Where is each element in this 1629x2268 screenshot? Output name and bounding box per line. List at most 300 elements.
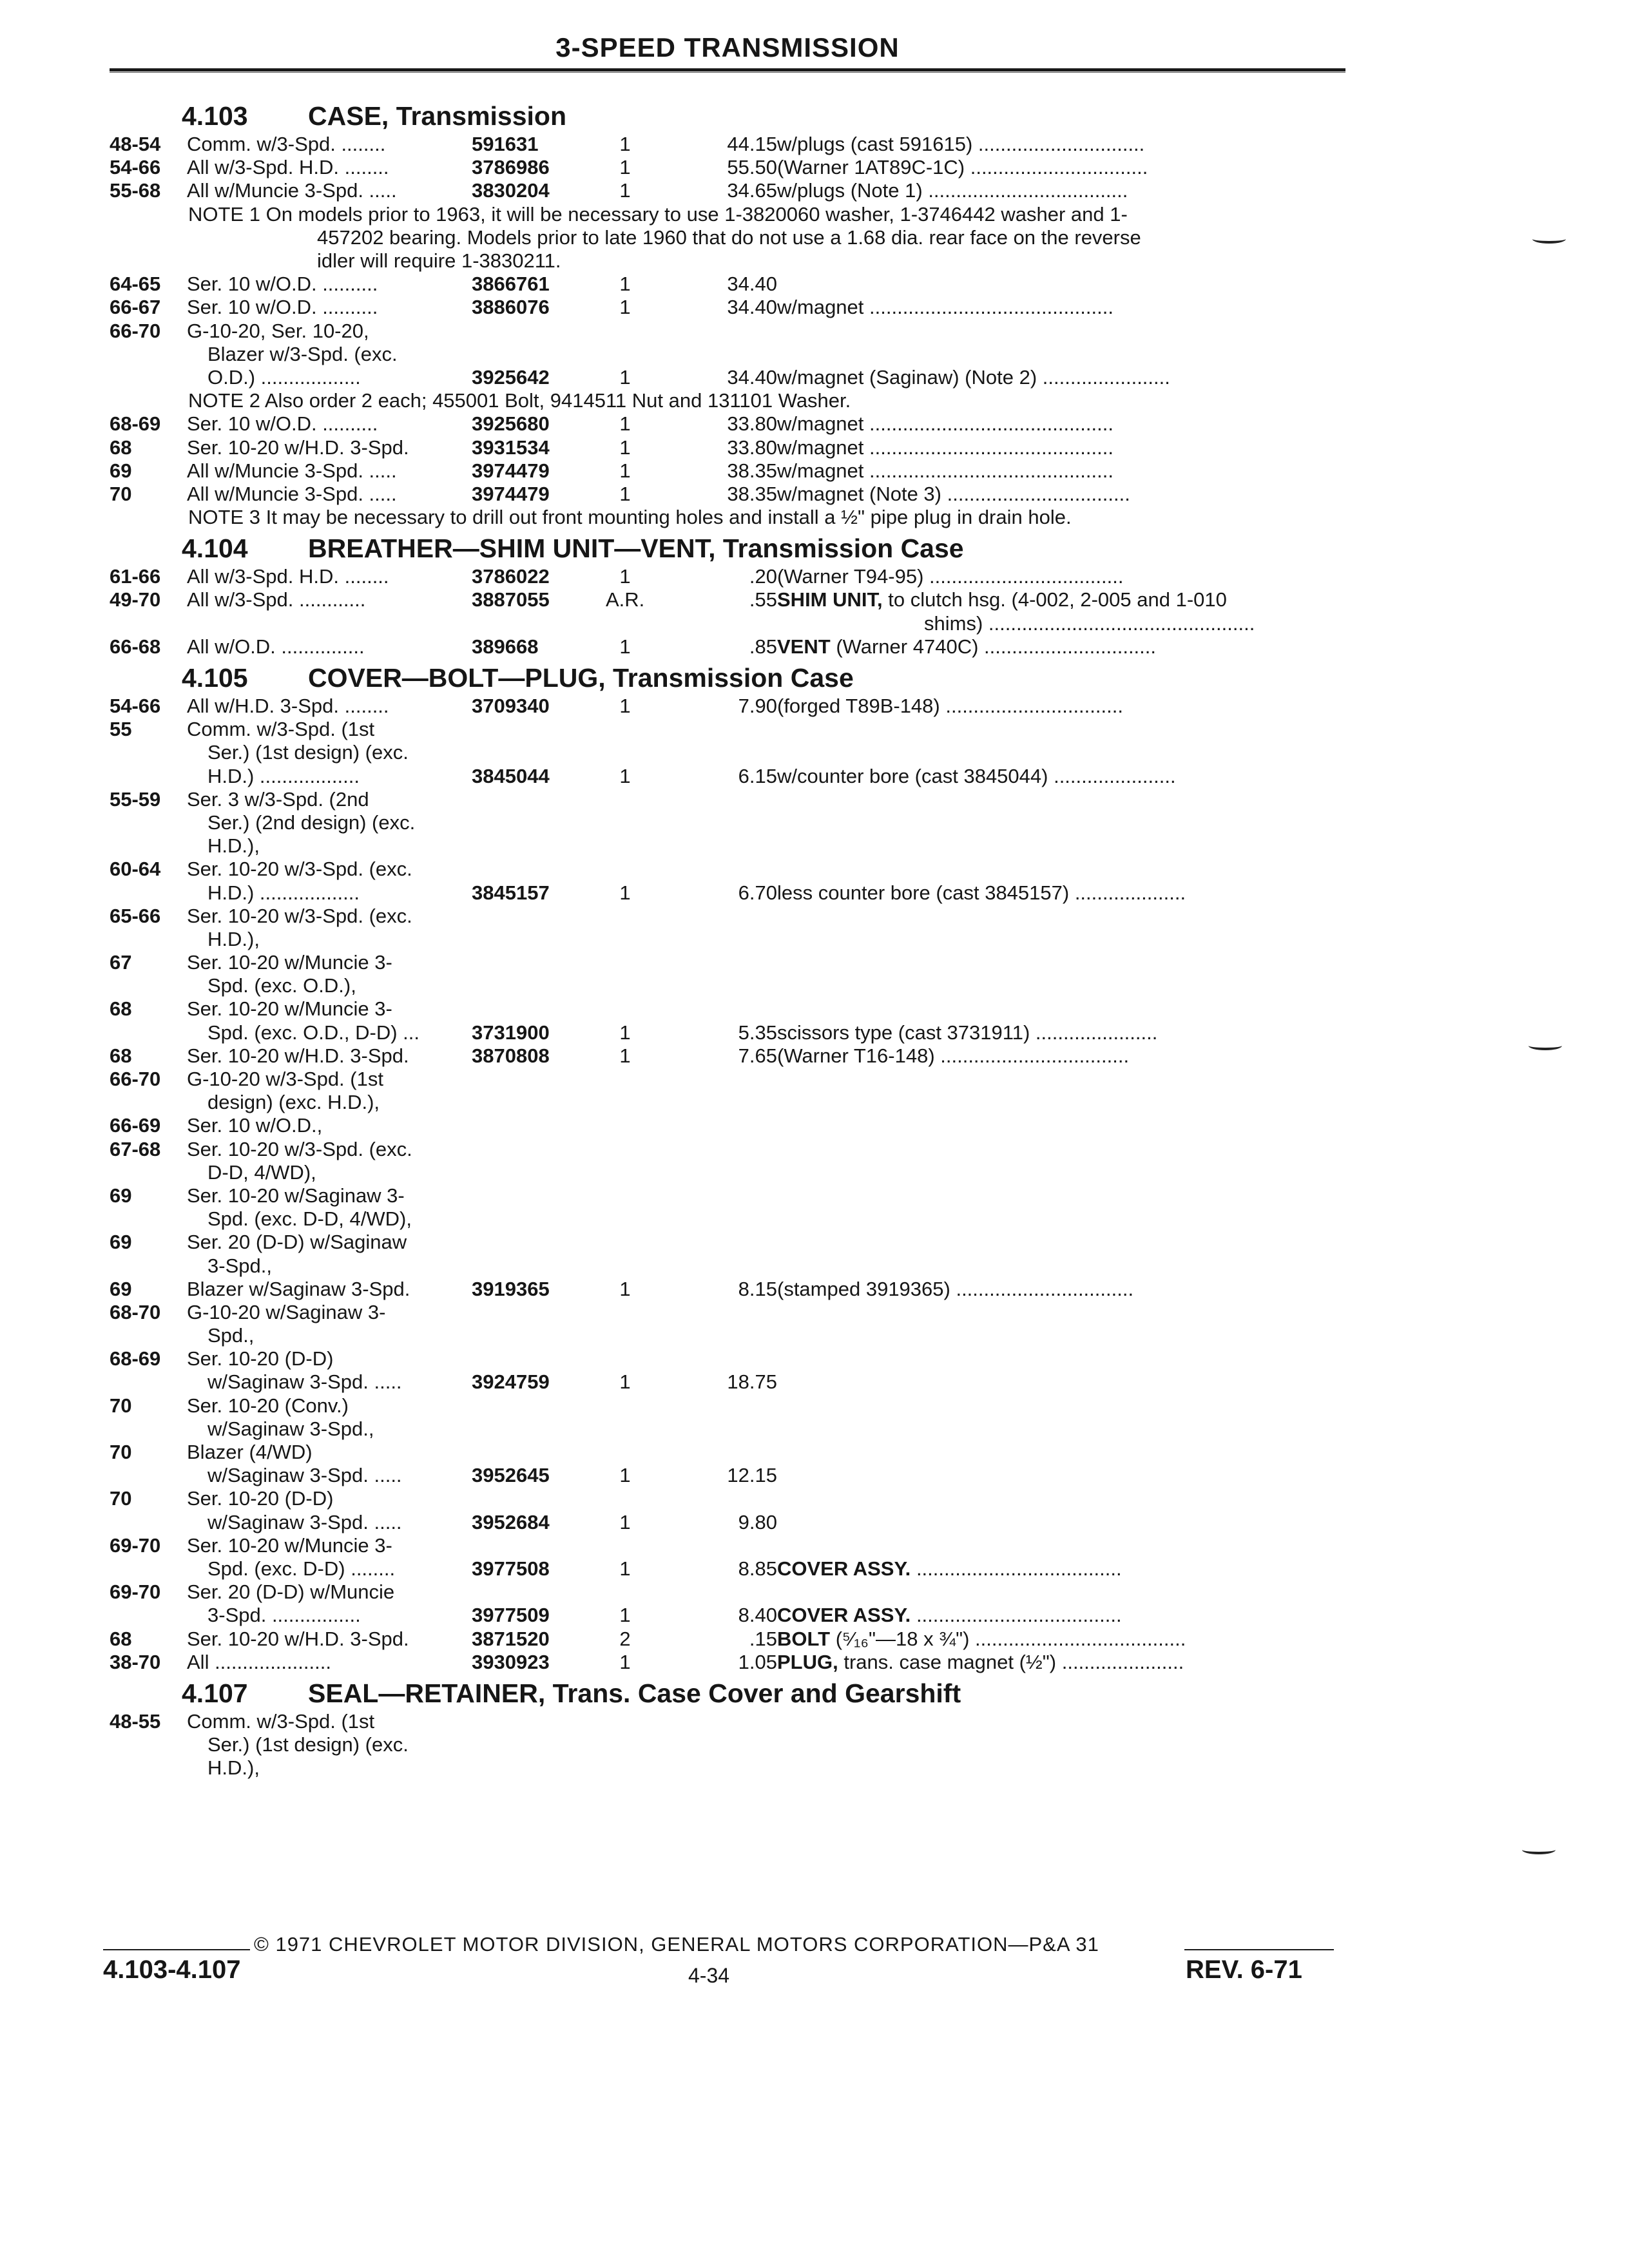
remarks [777, 459, 1344, 483]
parts-row [110, 133, 1347, 156]
part-number: 3919365 [472, 1277, 550, 1300]
parts-row [110, 1441, 1347, 1464]
price: 34.40 [727, 296, 777, 319]
model-years: 66-70 [110, 319, 161, 342]
application: O.D.) .................. [207, 365, 361, 389]
part-number: 3977508 [472, 1557, 550, 1580]
remarks [777, 695, 1344, 718]
parts-row [110, 273, 1347, 296]
application: Spd. (exc. D-D) ........ [207, 1557, 396, 1580]
remarks-text: (Warner T94-95) ................................... [777, 565, 1124, 588]
parts-row [110, 928, 1347, 951]
remarks-part-name: BOLT [777, 1627, 831, 1650]
parts-row [110, 1021, 1347, 1044]
header-rule-thin [110, 72, 1345, 73]
application: All w/3-Spd. H.D. ........ [187, 156, 389, 179]
application: Ser. 10 w/O.D. .......... [187, 296, 378, 319]
parts-row [110, 1254, 1347, 1278]
model-years: 54-66 [110, 156, 161, 179]
section-heading [110, 99, 1347, 133]
application: 3-Spd. ................ [207, 1604, 361, 1627]
part-number: 3931534 [472, 436, 550, 459]
footer-page-number: 4-34 [688, 1964, 730, 1987]
model-years: 64-65 [110, 273, 161, 296]
note-line: NOTE 1 On models prior to 1963, it will be necessary to use 1-3820060 washer, 1-3746442 washer and 1- [188, 202, 1128, 226]
parts-row [110, 1231, 1347, 1254]
parts-row [110, 997, 1347, 1021]
application: Comm. w/3-Spd. (1st [187, 718, 375, 741]
application: Spd., [207, 1324, 255, 1347]
quantity: 1 [619, 156, 631, 179]
application: All w/3-Spd. ............ [187, 588, 366, 611]
application: Ser. 10-20 w/3-Spd. (exc. [187, 904, 412, 927]
model-years: 70 [110, 1441, 132, 1464]
application: 3-Spd., [207, 1254, 272, 1277]
part-number: 3786022 [472, 565, 550, 588]
application: w/Saginaw 3-Spd., [207, 1417, 374, 1440]
remarks [777, 1044, 1344, 1068]
parts-row [110, 1114, 1347, 1137]
parts-row [110, 1068, 1347, 1091]
model-years: 70 [110, 1394, 132, 1417]
application: Ser. 10-20 w/3-Spd. (exc. [187, 1137, 412, 1160]
header-rule [110, 68, 1345, 72]
remarks-text: trans. case magnet (½") ...................... [843, 1650, 1184, 1673]
section-title: SEAL—RETAINER, Trans. Case Cover and Gearshift [308, 1678, 961, 1708]
note-text [110, 389, 1347, 412]
part-number: 3709340 [472, 695, 550, 718]
remarks-text: w/magnet ............................................ [777, 436, 1113, 459]
note-text [110, 203, 1347, 273]
remarks-text: w/magnet (Note 3) ................................. [777, 482, 1130, 505]
application: w/Saginaw 3-Spd. ..... [207, 1510, 402, 1533]
price: 6.70 [738, 881, 777, 904]
parts-row [110, 718, 1347, 741]
price: .15 [749, 1627, 777, 1650]
application: Ser. 10-20 w/H.D. 3-Spd. [187, 1044, 409, 1067]
quantity: 1 [619, 565, 631, 588]
remarks [777, 1651, 1344, 1674]
model-years: 68-69 [110, 412, 161, 436]
quantity: A.R. [606, 588, 645, 611]
application: H.D.), [207, 927, 260, 950]
model-years: 68-69 [110, 1347, 161, 1370]
remarks-text: (⁵⁄₁₆"—18 x ¾") ...................................... [835, 1627, 1186, 1650]
price: .85 [749, 635, 777, 658]
application: Ser. 10 w/O.D. .......... [187, 273, 378, 296]
model-years: 49-70 [110, 588, 161, 611]
application: Ser. 10-20 (Conv.) [187, 1394, 349, 1417]
parts-row [110, 1756, 1347, 1780]
remarks-text: ..................................... [916, 1604, 1122, 1627]
price: 5.35 [738, 1021, 777, 1044]
parts-row [110, 951, 1347, 974]
parts-row [110, 1557, 1347, 1581]
parts-row [110, 366, 1347, 389]
remarks [777, 296, 1344, 319]
model-years: 68 [110, 1627, 132, 1650]
quantity: 1 [619, 1021, 631, 1044]
application: Ser. 10 w/O.D. .......... [187, 412, 378, 436]
model-years: 54-66 [110, 695, 161, 718]
application: Ser. 10-20 w/Saginaw 3- [187, 1184, 405, 1207]
model-years: 69-70 [110, 1533, 161, 1557]
price: 34.40 [727, 273, 777, 296]
part-number: 3871520 [472, 1627, 550, 1650]
model-years: 70 [110, 1487, 132, 1510]
remarks [777, 565, 1344, 588]
parts-row [110, 1464, 1347, 1487]
section-number: 4.103 [182, 101, 248, 131]
quantity: 1 [619, 1464, 631, 1487]
application: Ser. 3 w/3-Spd. (2nd [187, 787, 369, 811]
note-text [110, 506, 1347, 529]
application: Ser. 10-20 w/H.D. 3-Spd. [187, 1627, 409, 1650]
remarks-text: (Warner 1AT89C-1C) ................................ [777, 156, 1148, 179]
remarks-text: w/magnet ............................................ [777, 296, 1113, 319]
quantity: 1 [619, 1557, 631, 1580]
part-number: 3845044 [472, 764, 550, 787]
model-years: 68 [110, 997, 132, 1021]
remarks [777, 436, 1344, 459]
part-number: 3925642 [472, 365, 550, 389]
price: 34.65 [727, 179, 777, 202]
application: w/Saginaw 3-Spd. ..... [207, 1370, 402, 1394]
application: Ser. 10-20 w/Muncie 3- [187, 997, 392, 1021]
application: Ser. 10-20 w/Muncie 3- [187, 1533, 392, 1557]
quantity: 1 [619, 179, 631, 202]
model-years: 69 [110, 1231, 132, 1254]
binding-hole-mark [1522, 1845, 1556, 1854]
price: 12.15 [727, 1464, 777, 1487]
price: 55.50 [727, 156, 777, 179]
price: 38.35 [727, 459, 777, 482]
parts-row [110, 788, 1347, 811]
part-number: 3925680 [472, 412, 550, 436]
parts-row [110, 1511, 1347, 1534]
parts-row [110, 1370, 1347, 1394]
parts-row [110, 1301, 1347, 1324]
quantity: 1 [619, 1277, 631, 1300]
quantity: 1 [619, 1510, 631, 1533]
part-number: 389668 [472, 635, 539, 658]
remarks-part-name: VENT [777, 635, 831, 658]
quantity: 1 [619, 412, 631, 436]
remarks [777, 1628, 1344, 1651]
application: Ser.) (2nd design) (exc. [207, 811, 416, 834]
parts-row [110, 811, 1347, 834]
model-years: 61-66 [110, 565, 161, 588]
quantity: 1 [619, 482, 631, 505]
parts-row [110, 741, 1347, 764]
model-years: 66-70 [110, 1068, 161, 1091]
application: Spd. (exc. O.D.), [207, 974, 356, 997]
remarks-text: scissors type (cast 3731911) ...................... [777, 1021, 1158, 1044]
remarks-text: w/plugs (cast 591615) .............................. [777, 133, 1145, 155]
remarks [777, 366, 1344, 389]
application: H.D.) .................. [207, 764, 360, 787]
footer-section-range: 4.103-4.107 [103, 1956, 241, 1984]
note-continuation: 457202 bearing. Models prior to late 1960 that do not use a 1.68 dia. rear face on the reverse [317, 226, 1141, 249]
parts-row [110, 588, 1347, 611]
model-years: 69-70 [110, 1581, 161, 1604]
price: 6.15 [738, 764, 777, 787]
parts-row [110, 695, 1347, 718]
remarks-text: (stamped 3919365) ................................ [777, 1277, 1134, 1300]
remarks-text: w/magnet (Saginaw) (Note 2) ....................... [777, 365, 1170, 389]
parts-row [110, 320, 1347, 343]
quantity: 1 [619, 1604, 631, 1627]
remarks [777, 1021, 1344, 1044]
parts-row [110, 483, 1347, 506]
remarks [777, 1557, 1344, 1581]
model-years: 60-64 [110, 858, 161, 881]
application: Ser.) (1st design) (exc. [207, 741, 409, 764]
price: 8.85 [738, 1557, 777, 1580]
model-years: 66-68 [110, 635, 161, 658]
application: w/Saginaw 3-Spd. ..... [207, 1464, 402, 1487]
remarks [777, 133, 1344, 156]
parts-row [110, 1394, 1347, 1418]
application: H.D.) .................. [207, 881, 360, 904]
note-line: NOTE 3 It may be necessary to drill out front mounting holes and install a ½" pipe plug in drain hole. [188, 506, 1072, 529]
price: 33.80 [727, 436, 777, 459]
parts-row [110, 1581, 1347, 1604]
remarks-part-name: PLUG, [777, 1650, 838, 1673]
parts-row [110, 1487, 1347, 1510]
part-number: 3870808 [472, 1044, 550, 1067]
parts-row [110, 1184, 1347, 1207]
remarks-text: (Warner T16-148) .................................. [777, 1044, 1130, 1067]
remarks [777, 765, 1344, 788]
parts-row [110, 1161, 1347, 1184]
application: All w/O.D. ............... [187, 635, 365, 658]
price: .55 [749, 588, 777, 611]
part-number: 3731900 [472, 1021, 550, 1044]
price: 7.65 [738, 1044, 777, 1067]
application: G-10-20 w/3-Spd. (1st [187, 1068, 383, 1091]
remarks-text: (forged T89B-148) ................................ [777, 695, 1123, 718]
section-heading [110, 1677, 1347, 1710]
parts-row [110, 156, 1347, 179]
application: Ser. 10-20 (D-D) [187, 1347, 334, 1370]
section-title: COVER—BOLT—PLUG, Transmission Case [308, 663, 854, 693]
part-number: 3952684 [472, 1510, 550, 1533]
model-years: 66-69 [110, 1114, 161, 1137]
quantity: 1 [619, 365, 631, 389]
application: All w/Muncie 3-Spd. ..... [187, 179, 397, 202]
quantity: 1 [619, 695, 631, 718]
price: 18.75 [727, 1370, 777, 1394]
part-number: 3924759 [472, 1370, 550, 1394]
parts-row [110, 565, 1347, 588]
page-title: 3-SPEED TRANSMISSION [555, 32, 900, 62]
remarks [777, 635, 1344, 658]
application: Comm. w/3-Spd. (1st [187, 1709, 375, 1733]
parts-row [110, 1278, 1347, 1301]
section-title: CASE, Transmission [308, 101, 567, 131]
parts-row [110, 1534, 1347, 1557]
parts-row [110, 1207, 1347, 1231]
price: 7.90 [738, 695, 777, 718]
parts-row [110, 635, 1347, 658]
note-line: NOTE 2 Also order 2 each; 455001 Bolt, 9414511 Nut and 131101 Washer. [188, 389, 851, 412]
remarks [777, 1278, 1344, 1301]
remarks [777, 179, 1344, 202]
application: design) (exc. H.D.), [207, 1091, 380, 1114]
part-number: 3974479 [472, 459, 550, 482]
quantity: 1 [619, 1650, 631, 1673]
model-years: 68 [110, 436, 132, 459]
part-number: 3886076 [472, 296, 550, 319]
binding-hole-mark [1528, 1041, 1562, 1050]
parts-row [110, 1733, 1347, 1756]
parts-row [110, 974, 1347, 997]
application: Ser. 20 (D-D) w/Muncie [187, 1581, 395, 1604]
parts-listing [110, 97, 1347, 1780]
parts-row [110, 905, 1347, 928]
remarks-text: ..................................... [916, 1557, 1122, 1580]
quantity: 1 [619, 133, 631, 155]
quantity: 1 [619, 1044, 631, 1067]
parts-row [110, 765, 1347, 788]
application: Ser. 10 w/O.D., [187, 1114, 323, 1137]
part-number: 591631 [472, 133, 539, 155]
application: Ser. 10-20 w/H.D. 3-Spd. [187, 436, 409, 459]
footer-rule-right [1184, 1949, 1334, 1950]
model-years: 69 [110, 1277, 132, 1300]
part-number: 3887055 [472, 588, 550, 611]
application: H.D.), [207, 834, 260, 858]
parts-row [110, 834, 1347, 858]
model-years: 67 [110, 951, 132, 974]
parts-row [110, 1604, 1347, 1627]
remarks-text: to clutch hsg. (4-002, 2-005 and 1-010 [888, 588, 1227, 611]
remarks [777, 483, 1344, 506]
price: 8.15 [738, 1277, 777, 1300]
application: Spd. (exc. D-D, 4/WD), [207, 1207, 412, 1231]
application: Ser. 20 (D-D) w/Saginaw [187, 1231, 407, 1254]
application: Ser. 10-20 w/Muncie 3- [187, 951, 392, 974]
parts-row [110, 881, 1347, 905]
part-number: 3977509 [472, 1604, 550, 1627]
application: Ser.) (1st design) (exc. [207, 1733, 409, 1756]
parts-row [110, 1628, 1347, 1651]
parts-row [110, 459, 1347, 483]
remarks-part-name: COVER ASSY. [777, 1557, 911, 1580]
quantity: 1 [619, 436, 631, 459]
footer-rule-left [103, 1949, 250, 1950]
model-years: 69 [110, 459, 132, 482]
part-number: 3974479 [472, 482, 550, 505]
parts-row [110, 612, 1347, 635]
remarks [777, 156, 1344, 179]
remarks [777, 1604, 1344, 1627]
price: 9.80 [738, 1510, 777, 1533]
quantity: 1 [619, 459, 631, 482]
note-continuation: idler will require 1-3830211. [317, 249, 561, 272]
model-years: 70 [110, 482, 132, 505]
application: All w/H.D. 3-Spd. ........ [187, 695, 389, 718]
parts-row [110, 1347, 1347, 1370]
application: Comm. w/3-Spd. ........ [187, 133, 386, 155]
parts-row [110, 1710, 1347, 1733]
model-years: 65-66 [110, 904, 161, 927]
parts-row [110, 1091, 1347, 1114]
quantity: 1 [619, 881, 631, 904]
parts-row [110, 343, 1347, 366]
remarks-text: w/magnet ............................................ [777, 459, 1113, 482]
model-years: 48-55 [110, 1709, 161, 1733]
remarks-text: (Warner 4740C) ............................... [836, 635, 1157, 658]
remarks-text: w/magnet ............................................ [777, 412, 1113, 436]
remarks [777, 412, 1344, 436]
model-years: 68-70 [110, 1300, 161, 1323]
application: Blazer w/Saginaw 3-Spd. [187, 1277, 410, 1300]
section-heading [110, 532, 1347, 565]
application: Blazer (4/WD) [187, 1441, 313, 1464]
parts-row [110, 1651, 1347, 1674]
model-years: 68 [110, 1044, 132, 1067]
remarks-text: shims) ................................................ [924, 611, 1255, 635]
part-number: 3845157 [472, 881, 550, 904]
part-number: 3830204 [472, 179, 550, 202]
application: All w/Muncie 3-Spd. ..... [187, 482, 397, 505]
part-number: 3952645 [472, 1464, 550, 1487]
footer-copyright: © 1971 CHEVROLET MOTOR DIVISION, GENERAL MOTORS CORPORATION—P&A 31 [254, 1933, 1099, 1956]
application: All w/Muncie 3-Spd. ..... [187, 459, 397, 482]
remarks-part-name: SHIM UNIT, [777, 588, 883, 611]
footer-revision: REV. 6-71 [1186, 1956, 1302, 1984]
model-years: 38-70 [110, 1650, 161, 1673]
application: Ser. 10-20 w/3-Spd. (exc. [187, 858, 412, 881]
remarks-text: less counter bore (cast 3845157) .................... [777, 881, 1186, 904]
price: 33.80 [727, 412, 777, 436]
model-years: 66-67 [110, 296, 161, 319]
quantity: 1 [619, 635, 631, 658]
quantity: 1 [619, 296, 631, 319]
remarks [777, 588, 1344, 611]
remarks [777, 612, 1491, 635]
price: .20 [749, 565, 777, 588]
section-heading [110, 661, 1347, 695]
part-number: 3866761 [472, 273, 550, 296]
model-years: 55-59 [110, 787, 161, 811]
model-years: 67-68 [110, 1137, 161, 1160]
parts-row [110, 179, 1347, 202]
application: Blazer w/3-Spd. (exc. [207, 342, 398, 365]
parts-row [110, 412, 1347, 436]
model-years: 55-68 [110, 179, 161, 202]
section-number: 4.107 [182, 1678, 248, 1708]
price: 34.40 [727, 365, 777, 389]
part-number: 3786986 [472, 156, 550, 179]
price: 8.40 [738, 1604, 777, 1627]
remarks-text: w/plugs (Note 1) .................................... [777, 179, 1128, 202]
remarks-part-name: COVER ASSY. [777, 1604, 911, 1627]
remarks-text: w/counter bore (cast 3845044) ...................... [777, 764, 1176, 787]
binding-hole-mark [1532, 235, 1566, 244]
part-number: 3930923 [472, 1650, 550, 1673]
parts-row [110, 1418, 1347, 1441]
price: 1.05 [738, 1650, 777, 1673]
parts-row [110, 1138, 1347, 1161]
model-years: 55 [110, 718, 132, 741]
price: 44.15 [727, 133, 777, 155]
section-title: BREATHER—SHIM UNIT—VENT, Transmission Case [308, 533, 964, 564]
parts-row [110, 436, 1347, 459]
model-years: 69 [110, 1184, 132, 1207]
